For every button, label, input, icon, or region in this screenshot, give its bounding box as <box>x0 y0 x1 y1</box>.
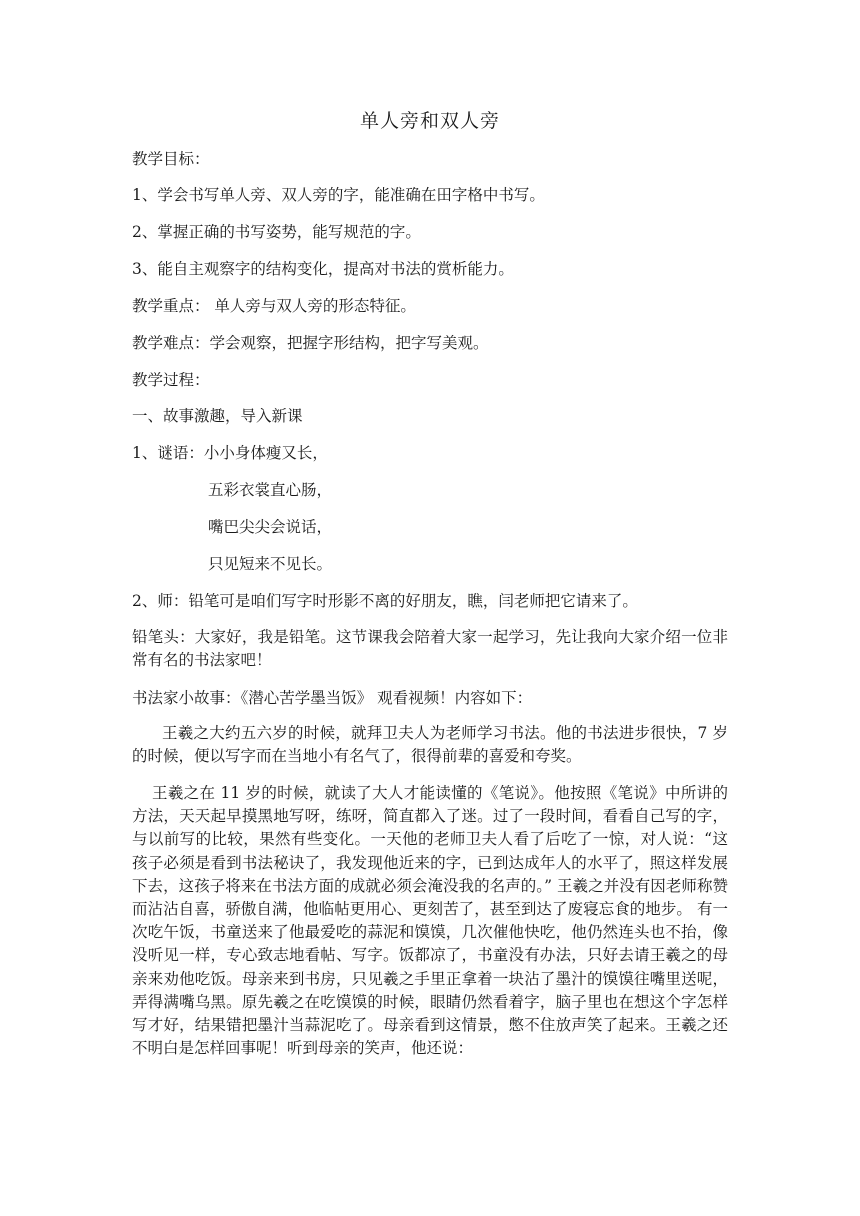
teacher-line: 2、师：铅笔可是咱们写字时形影不离的好朋友，瞧，闫老师把它请来了。 <box>132 592 638 610</box>
key-point: 教学重点： 单人旁与双人旁的形态特征。 <box>132 297 416 315</box>
riddle-intro: 1、谜语：小小身体瘦又长， <box>132 444 328 462</box>
objective-item: 3、能自主观察字的结构变化，提高对书法的赏析能力。 <box>132 260 514 278</box>
process-heading: 教学过程： <box>132 371 210 389</box>
document-title: 单人旁和双人旁 <box>359 110 500 132</box>
objective-item: 1、学会书写单人旁、双人旁的字，能准确在田字格中书写。 <box>132 186 545 204</box>
story-paragraph: 王羲之大约五六岁的时候，就拜卫夫人为老师学习书法。他的书法进步很快，7 岁的时候，便以写字而在当地小有名气了，很得前辈的喜爱和夸奖。 <box>132 724 728 766</box>
riddle-line: 只见短来不见长。 <box>208 555 333 573</box>
objectives-heading: 教学目标： <box>132 150 210 168</box>
section-heading: 一、故事激趣，导入新课 <box>132 407 303 425</box>
objective-item: 2、掌握正确的书写姿势，能写规范的字。 <box>132 223 421 241</box>
riddle-line: 五彩衣裳直心肠， <box>208 481 333 499</box>
pencil-paragraph: 铅笔头：大家好，我是铅笔。这节课我会陪着大家一起学习，先让我向大家介绍一位非常有名的书法家吧！ <box>132 628 728 670</box>
story-paragraph: 王羲之在 11 岁的时候，就读了大人才能读懂的《笔说》。他按照《笔说》中所讲的方法，天天起早摸黑地写呀，练呀，简直都入了迷。过了一段时间，看看自己写的字，与以前写的比较，果然有些变化。一天他的老师卫夫人看了后吃了一惊，对人说：“这孩子必须是看到书法秘诀了，我发现他近来的字，已到达成年人的水平了，照这样发展下去，这孩子将来在书法方面的成就必须会淹没我的名声的。” 王羲之并没有因老师称赞而沾沾自喜，骄傲自满，他临帖更用心、更刻苦了，甚至到达了废寝忘食的地步。 有一次吃午饭，书童送来了他最爱吃的蒜泥和馍馍，几次催他快吃，他仍然连头也不抬，像没听见一样，专心致志地看帖、写字。饭都凉了，书童没有办法，只好去请王羲之的母亲来劝他吃饭。母亲来到书房，只见羲之手里正拿着一块沾了墨汁的馍馍往嘴里送呢，弄得满嘴乌黑。原先羲之在吃馍馍的时候，眼睛仍然看着字，脑子里也在想这个字怎样写才好，结果错把墨汁当蒜泥吃了。母亲看到这情景，憋不住放声笑了起来。王羲之还不明白是怎样回事呢！听到母亲的笑声，他还说： <box>132 784 728 1058</box>
difficulty: 教学难点：学会观察，把握字形结构，把字写美观。 <box>132 334 489 352</box>
story-heading: 书法家小故事：《潜心苦学墨当饭》 观看视频！内容如下： <box>132 689 533 707</box>
riddle-line: 嘴巴尖尖会说话， <box>208 518 333 536</box>
